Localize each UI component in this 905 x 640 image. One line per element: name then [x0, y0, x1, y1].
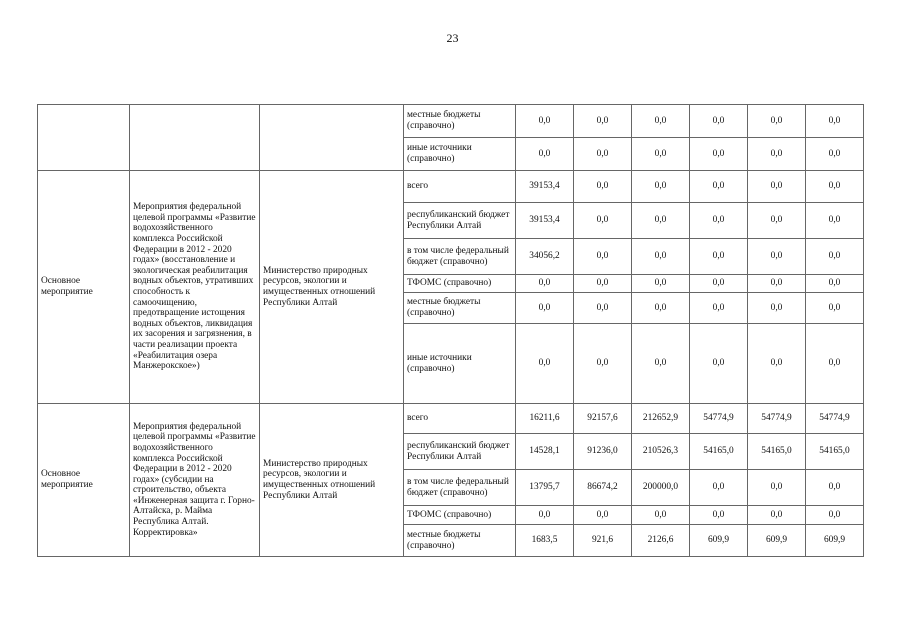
value-cell: 39153,4	[516, 203, 574, 239]
value-cell: 34056,2	[516, 239, 574, 275]
value-cell: 0,0	[748, 324, 806, 404]
value-cell: 0,0	[748, 506, 806, 525]
value-cell: 0,0	[516, 275, 574, 293]
value-cell: 0,0	[632, 171, 690, 203]
value-cell: 0,0	[806, 171, 864, 203]
value-cell: 0,0	[806, 506, 864, 525]
source-label: иные источники (справочно)	[404, 138, 516, 171]
type-cell-empty	[38, 105, 130, 171]
value-cell: 0,0	[748, 138, 806, 171]
value-cell: 0,0	[516, 506, 574, 525]
value-cell: 0,0	[806, 105, 864, 138]
value-cell: 609,9	[690, 525, 748, 557]
value-cell: 0,0	[748, 275, 806, 293]
source-label: республиканский бюджет Республики Алтай	[404, 203, 516, 239]
value-cell: 0,0	[806, 275, 864, 293]
value-cell: 0,0	[690, 105, 748, 138]
table-row	[38, 171, 864, 203]
value-cell: 0,0	[690, 138, 748, 171]
value-cell: 0,0	[632, 506, 690, 525]
value-cell: 212652,9	[632, 404, 690, 434]
value-cell: 0,0	[690, 470, 748, 506]
value-cell: 1683,5	[516, 525, 574, 557]
value-cell: 921,6	[574, 525, 632, 557]
value-cell: 0,0	[806, 324, 864, 404]
responsible-executor: Министерство природных ресурсов, экологии и имущественных отношений Республики Алтай	[260, 404, 404, 557]
value-cell: 0,0	[690, 171, 748, 203]
value-cell: 0,0	[516, 105, 574, 138]
value-cell: 0,0	[748, 105, 806, 138]
value-cell: 0,0	[690, 203, 748, 239]
activity-cell-empty	[130, 105, 260, 171]
value-cell: 0,0	[574, 293, 632, 324]
value-cell: 200000,0	[632, 470, 690, 506]
value-cell: 16211,6	[516, 404, 574, 434]
source-label: местные бюджеты (справочно)	[404, 293, 516, 324]
responsible-executor: Министерство природных ресурсов, экологии и имущественных отношений Республики Алтай	[260, 171, 404, 404]
value-cell: 54774,9	[748, 404, 806, 434]
value-cell: 0,0	[748, 470, 806, 506]
activity-description: Мероприятия федеральной целевой программы «Развитие водохозяйственного комплекса Российской Федерации в 2012 - 2020 годах» (субсидии на строительство, объекта «Инженерная защита г. Горно-Алтайска, р. Майма Республика Алтай. Корректировка»	[130, 404, 260, 557]
source-label: республиканский бюджет Республики Алтай	[404, 434, 516, 470]
value-cell: 92157,6	[574, 404, 632, 434]
value-cell: 91236,0	[574, 434, 632, 470]
value-cell: 0,0	[690, 239, 748, 275]
table-row	[38, 404, 864, 434]
value-cell: 0,0	[806, 470, 864, 506]
value-cell: 0,0	[574, 105, 632, 138]
value-cell: 0,0	[516, 324, 574, 404]
value-cell: 39153,4	[516, 171, 574, 203]
table-row	[38, 105, 864, 138]
value-cell: 0,0	[690, 275, 748, 293]
value-cell: 0,0	[748, 239, 806, 275]
source-label: всего	[404, 404, 516, 434]
value-cell: 2126,6	[632, 525, 690, 557]
value-cell: 0,0	[574, 275, 632, 293]
value-cell: 0,0	[632, 324, 690, 404]
value-cell: 0,0	[574, 239, 632, 275]
value-cell: 13795,7	[516, 470, 574, 506]
value-cell: 0,0	[516, 293, 574, 324]
value-cell: 609,9	[748, 525, 806, 557]
value-cell: 0,0	[574, 324, 632, 404]
value-cell: 0,0	[574, 138, 632, 171]
value-cell: 0,0	[574, 171, 632, 203]
activity-type: Основное мероприятие	[38, 171, 130, 404]
value-cell: 0,0	[748, 293, 806, 324]
value-cell: 609,9	[806, 525, 864, 557]
source-label: в том числе федеральный бюджет (справочно)	[404, 470, 516, 506]
value-cell: 86674,2	[574, 470, 632, 506]
value-cell: 0,0	[806, 239, 864, 275]
value-cell: 0,0	[806, 138, 864, 171]
value-cell: 54774,9	[806, 404, 864, 434]
value-cell: 54774,9	[690, 404, 748, 434]
value-cell: 0,0	[574, 203, 632, 239]
value-cell: 0,0	[632, 239, 690, 275]
source-label: местные бюджеты (справочно)	[404, 525, 516, 557]
value-cell: 0,0	[632, 275, 690, 293]
value-cell: 0,0	[516, 138, 574, 171]
activity-type: Основное мероприятие	[38, 404, 130, 557]
source-label: всего	[404, 171, 516, 203]
page-number: 23	[446, 31, 459, 45]
value-cell: 0,0	[690, 506, 748, 525]
source-label: ТФОМС (справочно)	[404, 506, 516, 525]
budget-table	[37, 104, 864, 557]
value-cell: 14528,1	[516, 434, 574, 470]
value-cell: 0,0	[748, 203, 806, 239]
value-cell: 210526,3	[632, 434, 690, 470]
value-cell: 0,0	[632, 105, 690, 138]
value-cell: 54165,0	[690, 434, 748, 470]
source-label: иные источники (справочно)	[404, 324, 516, 404]
value-cell: 0,0	[632, 203, 690, 239]
value-cell: 0,0	[690, 324, 748, 404]
value-cell: 54165,0	[748, 434, 806, 470]
executor-cell-empty	[260, 105, 404, 171]
activity-description: Мероприятия федеральной целевой программы «Развитие водохозяйственного комплекса Российской Федерации в 2012 - 2020 годах» (восстановление и экологическая реабилитация водных объектов, утративших способность к самоочищению, предотвращение истощения водных объектов, ликвидация их засорения и загрязнения, в части реализации проекта «Реабилитация озера Манжерокское»)	[130, 171, 260, 404]
source-label: ТФОМС (справочно)	[404, 275, 516, 293]
source-label: местные бюджеты (справочно)	[404, 105, 516, 138]
value-cell: 54165,0	[806, 434, 864, 470]
source-label: в том числе федеральный бюджет (справочно)	[404, 239, 516, 275]
value-cell: 0,0	[574, 506, 632, 525]
value-cell: 0,0	[806, 203, 864, 239]
value-cell: 0,0	[690, 293, 748, 324]
value-cell: 0,0	[632, 138, 690, 171]
value-cell: 0,0	[748, 171, 806, 203]
value-cell: 0,0	[806, 293, 864, 324]
value-cell: 0,0	[632, 293, 690, 324]
